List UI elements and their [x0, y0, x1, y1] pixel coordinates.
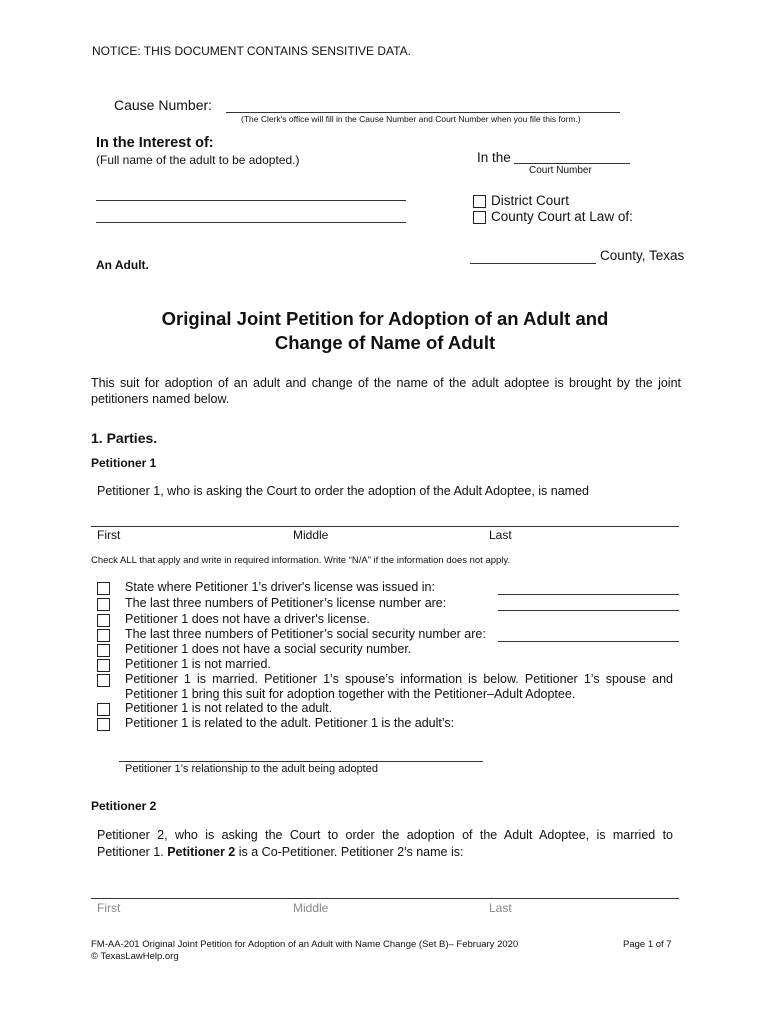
footer-copyright: © TexasLawHelp.org: [91, 951, 179, 962]
an-adult-label: An Adult.: [96, 258, 149, 272]
relationship-caption: Petitioner 1’s relationship to the adult being adopted: [125, 763, 378, 775]
petitioner-1-name-field[interactable]: [91, 512, 679, 527]
name-first-caption: First: [97, 528, 121, 542]
not-married-label: Petitioner 1 is not married.: [125, 657, 271, 671]
district-court-checkbox[interactable]: [473, 195, 486, 208]
court-number-caption: Court Number: [529, 165, 592, 176]
ssn-checkbox[interactable]: [97, 629, 110, 642]
county-field[interactable]: [470, 249, 596, 264]
license-state-field[interactable]: [498, 580, 679, 595]
intro-line-1: This suit for adoption of an adult and change of the name of the adult adoptee is brought by the joint: [91, 376, 681, 390]
petitioner-2-text-c: is a Co-Petitioner. Petitioner 2's name is:: [235, 845, 464, 859]
intro-line-2: petitioners named below.: [91, 392, 230, 406]
license-number-label: The last three numbers of Petitioner’s license number are:: [125, 596, 447, 610]
footer-form-id: FM-AA-201 Original Joint Petition for Adoption of an Adult with Name Change (Set B)– February 2020: [91, 939, 519, 950]
related-label: Petitioner 1 is related to the adult. Petitioner 1 is the adult’s:: [125, 716, 455, 730]
clerk-note: (The Clerk's office will fill in the Cause Number and Court Number when you file this form.): [241, 114, 581, 124]
no-license-checkbox[interactable]: [97, 614, 110, 627]
cause-number-label: Cause Number:: [114, 97, 213, 113]
ssn-label: The last three numbers of Petitioner’s social security number are:: [125, 627, 486, 641]
ssn-field[interactable]: [498, 627, 679, 642]
county-court-checkbox[interactable]: [473, 211, 486, 224]
interest-subtext: (Full name of the adult to be adopted.): [96, 153, 300, 167]
related-checkbox[interactable]: [97, 718, 110, 731]
petitioner-2-name-field[interactable]: [91, 884, 679, 899]
county-texas-label: County, Texas: [600, 248, 685, 263]
name-middle-caption: Middle: [293, 528, 329, 542]
no-license-label: Petitioner 1 does not have a driver's license.: [125, 612, 370, 626]
married-label: Petitioner 1 is married. Petitioner 1’s spouse’s information is below. Petitioner 1’s spouse and: [125, 672, 673, 686]
title-line-2: Change of Name of Adult: [274, 332, 496, 353]
cause-number-field[interactable]: [226, 96, 620, 113]
footer-page-number: Page 1 of 7: [623, 939, 672, 950]
license-state-checkbox[interactable]: [97, 582, 110, 595]
married-checkbox[interactable]: [97, 674, 110, 687]
relationship-field[interactable]: [119, 747, 483, 762]
p2-name-first-caption: First: [97, 901, 121, 915]
petitioner-1-heading: Petitioner 1: [91, 456, 157, 470]
adult-name-field-2[interactable]: [96, 208, 406, 223]
license-number-field[interactable]: [498, 596, 679, 611]
not-related-checkbox[interactable]: [97, 703, 110, 716]
petitioner-2-line-1: Petitioner 2, who is asking the Court to order the adoption of the Adult Adoptee, is married to: [97, 828, 673, 842]
name-last-caption: Last: [489, 528, 512, 542]
no-ssn-label: Petitioner 1 does not have a social security number.: [125, 642, 412, 656]
petitioner-2-bold: Petitioner 2: [167, 845, 236, 859]
p2-name-middle-caption: Middle: [293, 901, 329, 915]
p2-name-last-caption: Last: [489, 901, 512, 915]
district-court-label: District Court: [491, 193, 570, 208]
not-related-label: Petitioner 1 is not related to the adult.: [125, 701, 333, 715]
petitioner-1-intro: Petitioner 1, who is asking the Court to order the adoption of the Adult Adoptee, is named: [97, 484, 589, 498]
petitioner-2-heading: Petitioner 2: [91, 799, 157, 813]
married-continuation: Petitioner 1 bring this suit for adoption together with the Petitioner–Adult Adoptee.: [125, 687, 576, 701]
title-line-1: Original Joint Petition for Adoption of an Adult and: [161, 308, 609, 329]
petitioner-2-text-a: Petitioner 1.: [97, 845, 168, 859]
license-number-checkbox[interactable]: [97, 598, 110, 611]
court-number-field[interactable]: [514, 148, 630, 164]
petitioner-2-line-2: [97, 845, 463, 859]
no-ssn-checkbox[interactable]: [97, 644, 110, 657]
check-all-instructions: Check ALL that apply and write in required information. Write “N/A” if the information does not apply.: [91, 555, 511, 566]
county-court-label: County Court at Law of:: [491, 209, 633, 224]
not-married-checkbox[interactable]: [97, 659, 110, 672]
in-the-label: In the: [477, 150, 511, 165]
section-parties-heading: 1. Parties.: [91, 430, 158, 446]
interest-heading: In the Interest of:: [96, 135, 214, 151]
license-state-label: State where Petitioner 1’s driver's license was issued in:: [125, 580, 435, 594]
adult-name-field-1[interactable]: [96, 186, 406, 201]
notice-text: NOTICE: THIS DOCUMENT CONTAINS SENSITIVE DATA.: [92, 44, 411, 58]
